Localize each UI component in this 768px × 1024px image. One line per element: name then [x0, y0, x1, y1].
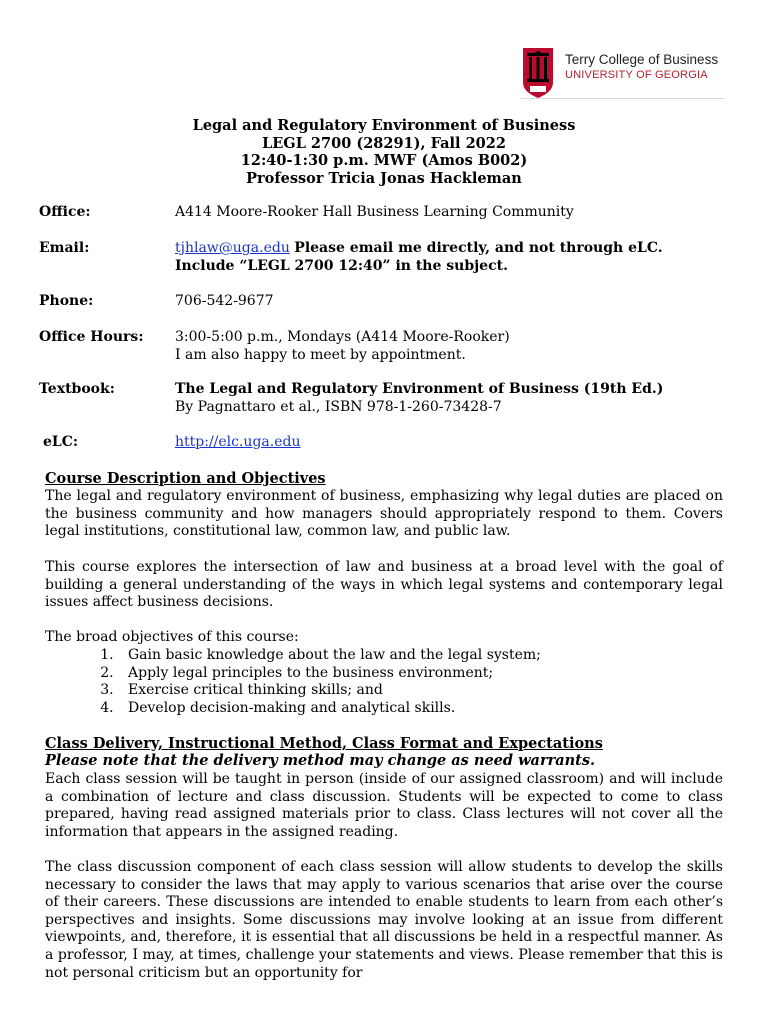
office-hours-time: 3:00-5:00 p.m., Mondays (A414 Moore-Rooker) — [175, 329, 510, 345]
course-number: LEGL 2700 (28291), Fall 2022 — [262, 134, 506, 152]
email-label: Email: — [39, 240, 90, 256]
delivery-heading: Class Delivery, Instructional Method, Class Format and Expectations — [45, 735, 603, 752]
college-name: Terry College of Business — [565, 52, 719, 67]
office-hours-appointment: I am also happy to meet by appointment. — [175, 346, 466, 363]
email-note: Please email me directly, and not through eLC. — [294, 240, 663, 256]
description-para-1: The legal and regulatory environment of business, emphasizing why legal duties are placed on the business community and how managers should appropriately respond to them. Covers legal institutions, constitutional law, common law, and public law. — [45, 488, 723, 540]
textbook-title: The Legal and Regulatory Environment of Business (19th Ed.) — [175, 381, 664, 397]
course-title: Legal and Regulatory Environment of Business — [192, 117, 576, 134]
objectives-list — [45, 647, 541, 717]
office-value: A414 Moore-Rooker Hall Business Learning Community — [175, 204, 574, 220]
objective-item: 1. Gain basic knowledge about the law and the legal system; — [118, 647, 541, 665]
email-value — [175, 240, 735, 275]
professor-name: Professor Tricia Jonas Hackleman — [246, 169, 522, 187]
office-label: Office: — [39, 204, 91, 220]
terry-college-logo — [521, 44, 725, 100]
office-hours-label: Office Hours: — [39, 329, 144, 345]
arch-logo-icon — [521, 44, 555, 98]
textbook-detail: By Pagnattaro et al., ISBN 978-1-260-73428-7 — [175, 398, 502, 415]
phone-label: Phone: — [39, 293, 94, 309]
logo-divider — [521, 98, 725, 99]
description-para-2: This course explores the intersection of law and business at a broad level with the goal of building a general understanding of the ways in which legal systems and contemporary legal issues affect business decisions. — [45, 559, 723, 611]
university-name: UNIVERSITY OF GEORGIA — [565, 69, 708, 81]
elc-link[interactable]: http://elc.uga.edu — [175, 434, 301, 450]
objectives-intro: The broad objectives of this course: — [45, 629, 299, 645]
objective-item: 4. Develop decision-making and analytical skills. — [118, 700, 541, 718]
delivery-para-1: Each class session will be taught in person (inside of our assigned classroom) and will include a combination of lecture and class discussion. Students will be expected to come to class prepared, having read assigned materials prior to class. Class lectures will not cover all the information that appears in the assigned reading. — [45, 771, 723, 840]
elc-label: eLC: — [43, 434, 79, 450]
objective-item: 3. Exercise critical thinking skills; and — [118, 682, 541, 700]
phone-value: 706-542-9677 — [175, 293, 274, 309]
objective-item: 2. Apply legal principles to the business environment; — [118, 665, 541, 683]
office-hours-value — [175, 329, 735, 364]
description-heading: Course Description and Objectives — [45, 470, 326, 487]
syllabus-header — [0, 117, 768, 187]
email-link[interactable]: tjhlaw@uga.edu — [175, 240, 290, 256]
delivery-para-2: The class discussion component of each class session will allow students to develop the skills necessary to consider the laws that may apply to various scenarios that arise over the course of their careers. These discussions are intended to enable students to learn from each other’s perspectives and insights. Some discussions may involve looking at an issue from different viewpoints, and, therefore, it is essential that all discussions be held in a respectful manner. As a professor, I may, at times, challenge your statements and views. Please remember that this is not personal criticism but an opportunity for — [45, 859, 723, 981]
textbook-label: Textbook: — [39, 381, 115, 397]
elc-value — [175, 434, 735, 452]
email-subject-note: Include “LEGL 2700 12:40” in the subject. — [175, 257, 508, 274]
delivery-notice: Please note that the delivery method may change as need warrants. — [45, 752, 596, 769]
course-schedule: 12:40-1:30 p.m. MWF (Amos B002) — [240, 152, 528, 169]
textbook-value — [175, 381, 735, 416]
